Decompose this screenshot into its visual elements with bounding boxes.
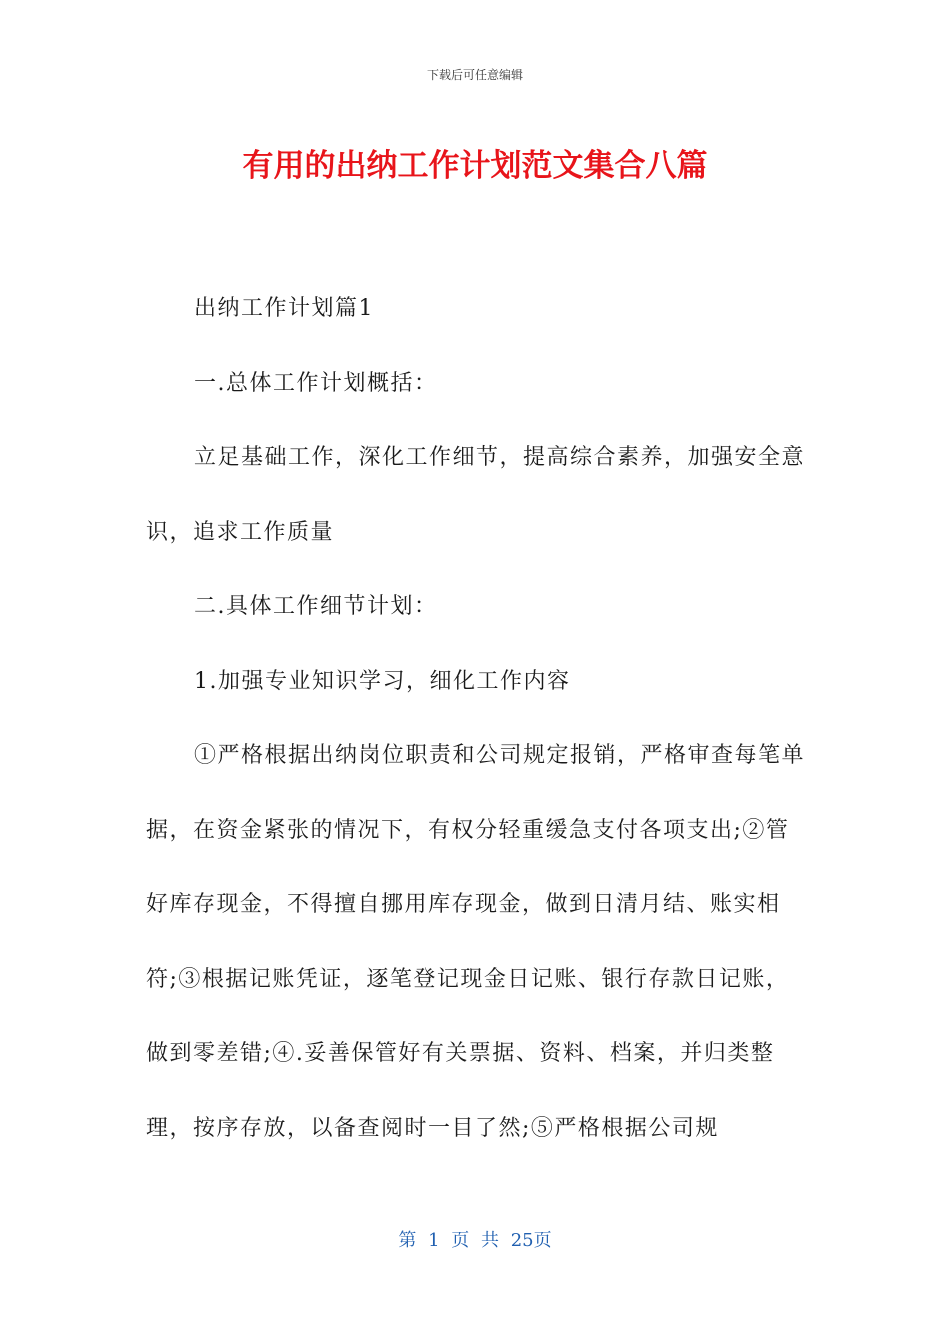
subsection-heading: 二.具体工作细节计划：: [194, 594, 438, 619]
subsection-heading: 一.总体工作计划概括：: [194, 370, 438, 396]
page-number: 第 1 页 共 25页: [398, 1230, 552, 1251]
list-item-heading: 1.加强专业知识学习，细化工作内容: [194, 668, 571, 694]
paragraph: 立足基础工作，深化工作细节，提高综合素养，加强安全意识，追求工作质量: [146, 445, 806, 545]
document-title: 有用的出纳工作计划范文集合八篇: [242, 148, 708, 184]
header-note: 下载后可任意编辑: [426, 68, 523, 82]
document-body: [146, 272, 806, 1166]
section-heading: 出纳工作计划篇1: [194, 296, 374, 321]
paragraph: ①严格根据出纳岗位职责和公司规定报销，严格审查每笔单据，在资金紧张的情况下，有权分轻重缓急支付各项支出;②管好库存现金，不得擅自挪用库存现金，做到日清月结、账实相符;③根据记账凭证，逐笔登记现金日记账、银行存款日记账，做到零差错;④.妥善保管好有关票据、资料、档案，并归类整理，按序存放，以备查阅时一目了然;⑤严格根据公司规: [146, 743, 806, 1141]
